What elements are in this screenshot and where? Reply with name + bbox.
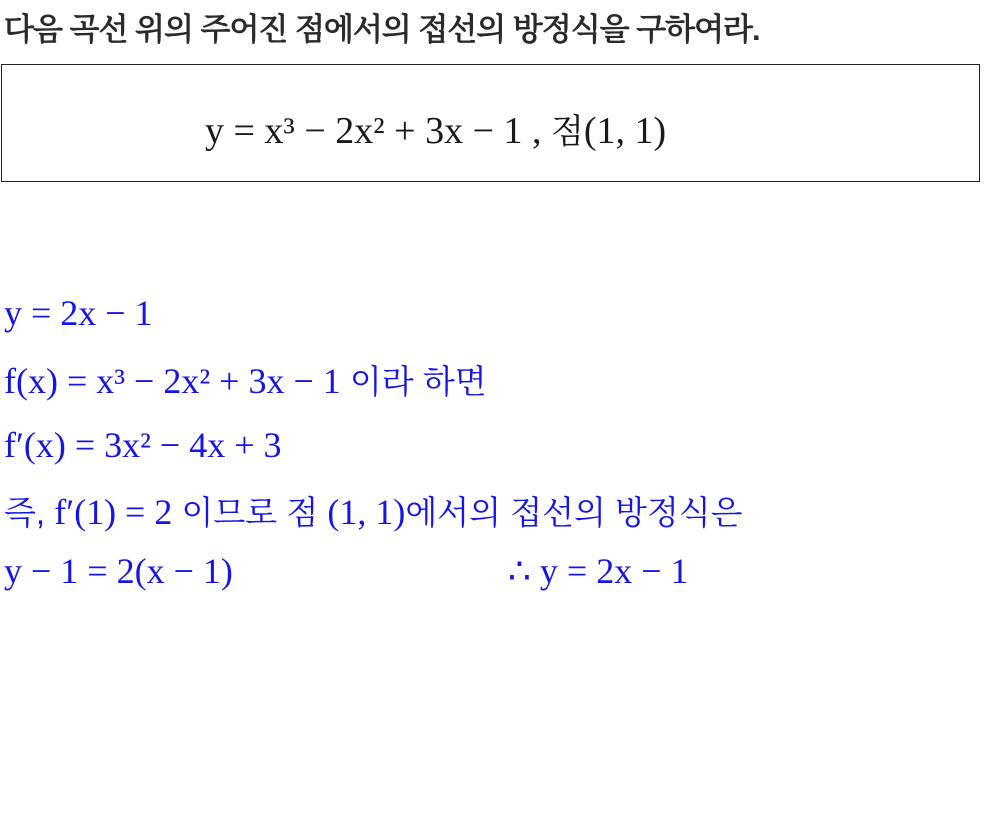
point-label: 점 <box>551 113 584 151</box>
answer-line-4 <box>4 487 743 534</box>
answer-text: 이므로 점 <box>172 494 328 531</box>
answer-text-tail: 에서의 접선의 방정식은 <box>405 494 743 531</box>
curve-equation: y = x³ − 2x² + 3x − 1 <box>205 110 523 152</box>
point-coordinates: (1, 1) <box>583 110 667 152</box>
answer-text: 이라 하면 <box>340 363 487 400</box>
answer-line-1 <box>4 292 153 334</box>
equation-separator: , <box>532 110 542 152</box>
question-text: 다음 곡선 위의 주어진 점에서의 접선의 방정식을 구하여라. <box>4 12 760 47</box>
answer-math-point: (1, 1) <box>327 492 406 532</box>
answer-math: y = 2x − 1 <box>4 293 153 333</box>
answer-line-3 <box>4 424 282 466</box>
answer-math: f′(x) = 3x² − 4x + 3 <box>4 425 282 465</box>
problem-equation <box>205 104 666 153</box>
answer-math: y − 1 = 2(x − 1) <box>4 551 233 591</box>
answer-math: f′(1) = 2 <box>54 492 173 532</box>
answer-prefix: 즉, <box>4 494 55 531</box>
answer-math: f(x) = x³ − 2x² + 3x − 1 <box>4 361 341 401</box>
answer-line-2 <box>4 356 487 403</box>
conclusion: ∴ y = 2x − 1 <box>508 551 689 591</box>
answer-line-5 <box>4 550 233 592</box>
